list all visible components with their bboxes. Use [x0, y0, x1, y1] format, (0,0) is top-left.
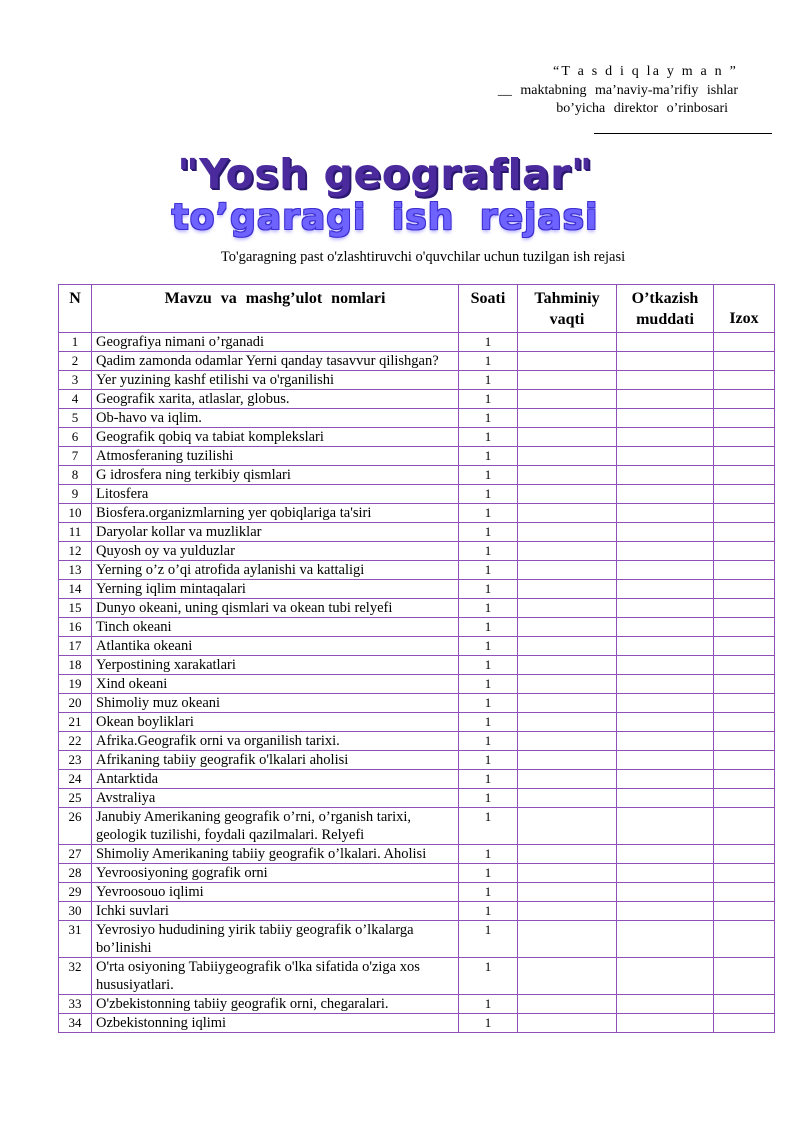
table-row: [59, 675, 775, 694]
row-planned-time: [518, 523, 617, 542]
row-topic: Tinch okeani: [92, 618, 459, 637]
row-note: [714, 523, 775, 542]
table-row: [59, 352, 775, 371]
row-topic: Atlantika okeani: [92, 637, 459, 656]
table-row: [59, 864, 775, 883]
row-topic: Yerning o’z o’qi atrofida aylanishi va kattaligi: [92, 561, 459, 580]
table-row: [59, 751, 775, 770]
row-conducted-date: [617, 1014, 714, 1033]
row-note: [714, 864, 775, 883]
row-topic: Shimoliy muz okeani: [92, 694, 459, 713]
signature-line: [594, 133, 772, 134]
row-hours: 1: [459, 921, 518, 958]
row-topic: Yevrosiyo hududining yirik tabiiy geografik o’lkalarga bo’linishi: [92, 921, 459, 958]
row-hours: 1: [459, 713, 518, 732]
table-row: [59, 542, 775, 561]
row-topic: Janubiy Amerikaning geografik o’rni, o’rganish tarixi, geologik tuzilishi, foydali qazilmalari. Relyefi: [92, 808, 459, 845]
table-row: [59, 656, 775, 675]
row-conducted-date: [617, 504, 714, 523]
row-planned-time: [518, 618, 617, 637]
row-conducted-date: [617, 770, 714, 789]
row-conducted-date: [617, 694, 714, 713]
row-planned-time: [518, 675, 617, 694]
table-row: [59, 770, 775, 789]
row-hours: 1: [459, 485, 518, 504]
row-topic: Biosfera.organizmlarning yer qobiqlariga ta'siri: [92, 504, 459, 523]
row-planned-time: [518, 921, 617, 958]
row-number: 7: [59, 447, 92, 466]
row-topic: Antarktida: [92, 770, 459, 789]
table-row: [59, 883, 775, 902]
table-row: [59, 371, 775, 390]
row-conducted-date: [617, 466, 714, 485]
row-note: [714, 371, 775, 390]
row-number: 6: [59, 428, 92, 447]
row-topic: Geografik xarita, atlaslar, globus.: [92, 390, 459, 409]
row-conducted-date: [617, 523, 714, 542]
row-topic: Geografiya nimani o’rganadi: [92, 333, 459, 352]
header-number: N: [59, 285, 92, 333]
row-planned-time: [518, 751, 617, 770]
work-plan-table: [58, 284, 775, 1033]
row-note: [714, 485, 775, 504]
row-conducted-date: [617, 409, 714, 428]
table-row: [59, 713, 775, 732]
row-note: [714, 409, 775, 428]
row-number: 26: [59, 808, 92, 845]
table-row: [59, 390, 775, 409]
row-topic: Afrikaning tabiiy geografik o'lkalari aholisi: [92, 751, 459, 770]
club-title: "Yosh geograflar": [177, 150, 593, 198]
row-conducted-date: [617, 618, 714, 637]
row-planned-time: [518, 409, 617, 428]
row-conducted-date: [617, 333, 714, 352]
table-row: [59, 1014, 775, 1033]
row-note: [714, 428, 775, 447]
row-topic: Yerning iqlim mintaqalari: [92, 580, 459, 599]
table-row: [59, 485, 775, 504]
row-conducted-date: [617, 656, 714, 675]
row-planned-time: [518, 656, 617, 675]
row-topic: G idrosfera ning terkibiy qismlari: [92, 466, 459, 485]
row-note: [714, 995, 775, 1014]
table-body: [59, 333, 775, 1033]
row-topic: Ichki suvlari: [92, 902, 459, 921]
row-conducted-date: [617, 371, 714, 390]
row-hours: 1: [459, 732, 518, 751]
row-hours: 1: [459, 333, 518, 352]
row-hours: 1: [459, 428, 518, 447]
table-header-row: [59, 285, 775, 333]
row-hours: 1: [459, 995, 518, 1014]
row-topic: Dunyo okeani, uning qismlari va okean tubi relyefi: [92, 599, 459, 618]
row-note: [714, 958, 775, 995]
row-planned-time: [518, 390, 617, 409]
row-hours: 1: [459, 580, 518, 599]
row-topic: O'rta osiyoning Tabiiygeografik o'lka sifatida o'ziga xos hususiyatlari.: [92, 958, 459, 995]
row-number: 17: [59, 637, 92, 656]
row-planned-time: [518, 694, 617, 713]
row-conducted-date: [617, 580, 714, 599]
table-row: [59, 580, 775, 599]
row-number: 31: [59, 921, 92, 958]
row-conducted-date: [617, 352, 714, 371]
row-conducted-date: [617, 751, 714, 770]
row-hours: 1: [459, 542, 518, 561]
table-row: [59, 789, 775, 808]
row-note: [714, 333, 775, 352]
table-row: [59, 447, 775, 466]
row-number: 14: [59, 580, 92, 599]
row-number: 3: [59, 371, 92, 390]
table-row: [59, 599, 775, 618]
row-planned-time: [518, 485, 617, 504]
table-row: [59, 902, 775, 921]
row-conducted-date: [617, 864, 714, 883]
row-number: 8: [59, 466, 92, 485]
row-note: [714, 637, 775, 656]
row-planned-time: [518, 808, 617, 845]
row-note: [714, 694, 775, 713]
approval-position-line: __ maktabning ma’naviy-ma’rifiy ishlar: [497, 83, 738, 98]
row-number: 5: [59, 409, 92, 428]
row-topic: Geografik qobiq va tabiat komplekslari: [92, 428, 459, 447]
row-number: 19: [59, 675, 92, 694]
row-note: [714, 789, 775, 808]
row-conducted-date: [617, 390, 714, 409]
row-conducted-date: [617, 995, 714, 1014]
table-row: [59, 637, 775, 656]
table-row: [59, 618, 775, 637]
row-note: [714, 447, 775, 466]
row-topic: Quyosh oy va yulduzlar: [92, 542, 459, 561]
row-conducted-date: [617, 883, 714, 902]
table-row: [59, 732, 775, 751]
row-topic: Xind okeani: [92, 675, 459, 694]
row-number: 30: [59, 902, 92, 921]
row-hours: 1: [459, 371, 518, 390]
row-conducted-date: [617, 428, 714, 447]
row-planned-time: [518, 902, 617, 921]
row-note: [714, 504, 775, 523]
row-note: [714, 713, 775, 732]
row-number: 24: [59, 770, 92, 789]
row-planned-time: [518, 599, 617, 618]
row-planned-time: [518, 352, 617, 371]
row-note: [714, 770, 775, 789]
row-note: [714, 580, 775, 599]
row-topic: Qadim zamonda odamlar Yerni qanday tasavvur qilishgan?: [92, 352, 459, 371]
header-note: Izox: [714, 285, 775, 333]
row-topic: Yevroosouo iqlimi: [92, 883, 459, 902]
table-row: [59, 694, 775, 713]
row-note: [714, 845, 775, 864]
table-row: [59, 523, 775, 542]
row-hours: 1: [459, 390, 518, 409]
row-number: 27: [59, 845, 92, 864]
row-hours: 1: [459, 599, 518, 618]
row-planned-time: [518, 770, 617, 789]
table-row: [59, 808, 775, 845]
table-row: [59, 333, 775, 352]
row-conducted-date: [617, 902, 714, 921]
row-topic: Afrika.Geografik orni va organilish tarixi.: [92, 732, 459, 751]
row-number: 16: [59, 618, 92, 637]
row-topic: Yer yuzining kashf etilishi va o'rganilishi: [92, 371, 459, 390]
row-hours: 1: [459, 466, 518, 485]
row-number: 29: [59, 883, 92, 902]
row-number: 4: [59, 390, 92, 409]
row-hours: 1: [459, 770, 518, 789]
row-hours: 1: [459, 409, 518, 428]
row-planned-time: [518, 883, 617, 902]
row-hours: 1: [459, 504, 518, 523]
row-conducted-date: [617, 789, 714, 808]
row-number: 32: [59, 958, 92, 995]
row-hours: 1: [459, 1014, 518, 1033]
row-planned-time: [518, 732, 617, 751]
row-planned-time: [518, 958, 617, 995]
row-hours: 1: [459, 352, 518, 371]
row-note: [714, 883, 775, 902]
row-planned-time: [518, 864, 617, 883]
table-row: [59, 409, 775, 428]
header-topic: Mavzu va mashg’ulot nomlari: [92, 285, 459, 333]
approval-title: “T a s d i q la y m a n ”: [553, 64, 738, 79]
row-topic: Atmosferaning tuzilishi: [92, 447, 459, 466]
row-planned-time: [518, 333, 617, 352]
row-hours: 1: [459, 883, 518, 902]
row-conducted-date: [617, 808, 714, 845]
row-planned-time: [518, 1014, 617, 1033]
row-hours: 1: [459, 694, 518, 713]
row-topic: Yerpostining xarakatlari: [92, 656, 459, 675]
row-number: 18: [59, 656, 92, 675]
plan-caption: To'garagning past o'zlashtiruvchi o'quvchilar uchun tuzilgan ish rejasi: [220, 249, 626, 265]
row-note: [714, 390, 775, 409]
row-planned-time: [518, 447, 617, 466]
row-planned-time: [518, 995, 617, 1014]
row-hours: 1: [459, 751, 518, 770]
row-planned-time: [518, 542, 617, 561]
row-conducted-date: [617, 713, 714, 732]
row-conducted-date: [617, 675, 714, 694]
row-topic: Okean boyliklari: [92, 713, 459, 732]
row-note: [714, 808, 775, 845]
row-number: 15: [59, 599, 92, 618]
row-note: [714, 618, 775, 637]
row-topic: O'zbekistonning tabiiy geografik orni, chegaralari.: [92, 995, 459, 1014]
row-hours: 1: [459, 447, 518, 466]
row-note: [714, 732, 775, 751]
row-hours: 1: [459, 523, 518, 542]
row-conducted-date: [617, 732, 714, 751]
row-hours: 1: [459, 675, 518, 694]
row-number: 34: [59, 1014, 92, 1033]
table-row: [59, 428, 775, 447]
row-planned-time: [518, 580, 617, 599]
row-topic: Yevroosiyoning gografik orni: [92, 864, 459, 883]
row-conducted-date: [617, 542, 714, 561]
row-planned-time: [518, 789, 617, 808]
row-hours: 1: [459, 618, 518, 637]
row-hours: 1: [459, 561, 518, 580]
row-hours: 1: [459, 902, 518, 921]
row-conducted-date: [617, 485, 714, 504]
row-planned-time: [518, 504, 617, 523]
row-note: [714, 902, 775, 921]
table-row: [59, 845, 775, 864]
row-topic: Litosfera: [92, 485, 459, 504]
row-number: 23: [59, 751, 92, 770]
row-planned-time: [518, 637, 617, 656]
table-row: [59, 561, 775, 580]
row-number: 20: [59, 694, 92, 713]
row-planned-time: [518, 466, 617, 485]
row-number: 2: [59, 352, 92, 371]
row-topic: Ob-havo va iqlim.: [92, 409, 459, 428]
row-number: 1: [59, 333, 92, 352]
header-hours: Soati: [459, 285, 518, 333]
row-note: [714, 656, 775, 675]
plan-title: to’garagi ish rejasi: [171, 197, 599, 238]
row-note: [714, 599, 775, 618]
row-number: 9: [59, 485, 92, 504]
row-note: [714, 751, 775, 770]
row-hours: 1: [459, 864, 518, 883]
approval-position-line-2: bo’yicha direktor o’rinbosari: [556, 101, 728, 116]
row-note: [714, 921, 775, 958]
row-planned-time: [518, 845, 617, 864]
table-row: [59, 995, 775, 1014]
row-conducted-date: [617, 561, 714, 580]
row-hours: 1: [459, 808, 518, 845]
row-topic: Shimoliy Amerikaning tabiiy geografik o’lkalari. Aholisi: [92, 845, 459, 864]
row-topic: Ozbekistonning iqlimi: [92, 1014, 459, 1033]
row-note: [714, 542, 775, 561]
row-note: [714, 675, 775, 694]
table-row: [59, 504, 775, 523]
row-number: 10: [59, 504, 92, 523]
table-row: [59, 466, 775, 485]
row-number: 22: [59, 732, 92, 751]
row-topic: Avstraliya: [92, 789, 459, 808]
row-conducted-date: [617, 599, 714, 618]
row-hours: 1: [459, 958, 518, 995]
row-conducted-date: [617, 921, 714, 958]
row-planned-time: [518, 371, 617, 390]
row-conducted-date: [617, 447, 714, 466]
row-number: 13: [59, 561, 92, 580]
header-conducted-date: O’tkazish muddati: [617, 285, 714, 333]
row-topic: Daryolar kollar va muzliklar: [92, 523, 459, 542]
row-conducted-date: [617, 958, 714, 995]
row-planned-time: [518, 713, 617, 732]
header-planned-time: Tahminiy vaqti: [518, 285, 617, 333]
row-conducted-date: [617, 845, 714, 864]
row-planned-time: [518, 428, 617, 447]
row-hours: 1: [459, 637, 518, 656]
row-hours: 1: [459, 789, 518, 808]
row-note: [714, 561, 775, 580]
table-row: [59, 958, 775, 995]
row-number: 28: [59, 864, 92, 883]
row-note: [714, 1014, 775, 1033]
row-planned-time: [518, 561, 617, 580]
row-hours: 1: [459, 656, 518, 675]
row-hours: 1: [459, 845, 518, 864]
row-number: 21: [59, 713, 92, 732]
row-number: 25: [59, 789, 92, 808]
row-note: [714, 466, 775, 485]
table-row: [59, 921, 775, 958]
row-number: 11: [59, 523, 92, 542]
row-note: [714, 352, 775, 371]
row-number: 33: [59, 995, 92, 1014]
row-conducted-date: [617, 637, 714, 656]
row-number: 12: [59, 542, 92, 561]
